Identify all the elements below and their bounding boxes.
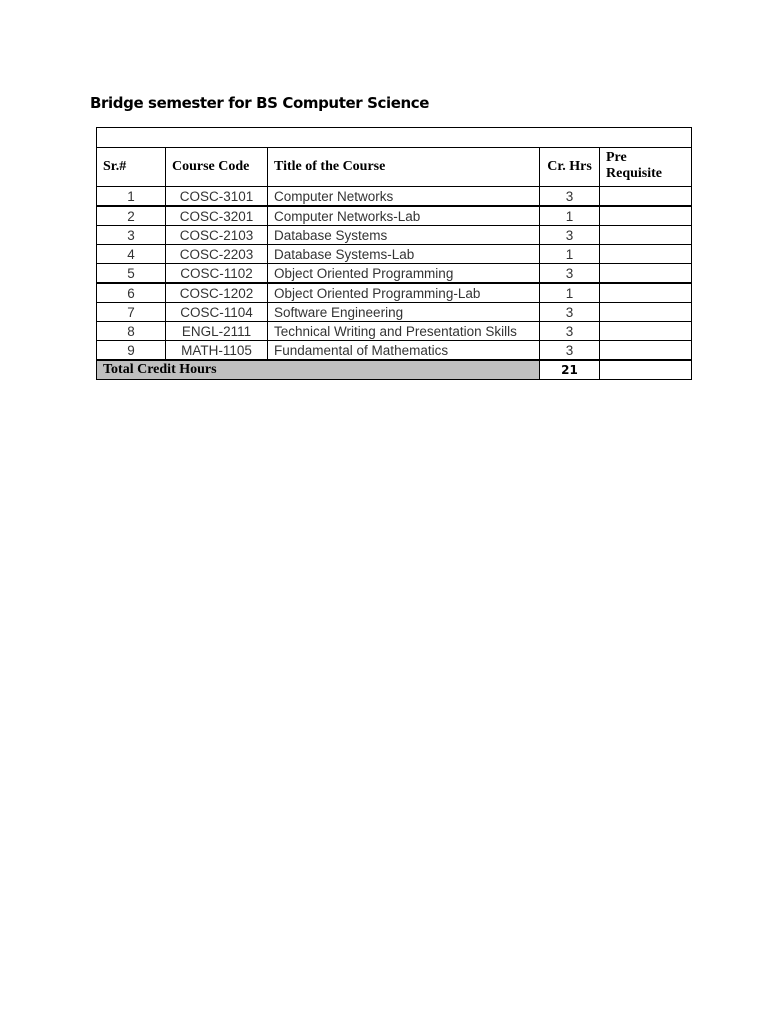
table-row <box>97 245 692 264</box>
cell-course-code: COSC-1202 <box>166 283 268 303</box>
header-credit-hours: Cr. Hrs <box>540 148 600 187</box>
cell-sr: 3 <box>97 226 166 245</box>
cell-course-code: ENGL-2111 <box>166 322 268 341</box>
table-blank-row <box>97 128 692 148</box>
cell-sr: 6 <box>97 283 166 303</box>
header-course-code: Course Code <box>166 148 268 187</box>
table-row <box>97 322 692 341</box>
cell-course-code: COSC-3201 <box>166 206 268 226</box>
cell-course-code: COSC-1102 <box>166 264 268 284</box>
table-row <box>97 264 692 284</box>
cell-sr: 5 <box>97 264 166 284</box>
cell-credit-hours: 3 <box>540 341 600 361</box>
header-pre-line1: Pre <box>606 150 627 165</box>
cell-course-title: Technical Writing and Presentation Skills <box>268 322 540 341</box>
cell-course-title: Computer Networks-Lab <box>268 206 540 226</box>
cell-sr: 7 <box>97 303 166 322</box>
cell-course-code: COSC-2103 <box>166 226 268 245</box>
table-row <box>97 283 692 303</box>
cell-course-title: Database Systems <box>268 226 540 245</box>
cell-prerequisite <box>600 283 692 303</box>
header-sr: Sr.# <box>97 148 166 187</box>
total-credit-hours-label: Total Credit Hours <box>97 360 540 380</box>
cell-course-title: Object Oriented Programming <box>268 264 540 284</box>
cell-sr: 1 <box>97 187 166 207</box>
cell-credit-hours: 1 <box>540 206 600 226</box>
header-pre-line2: Requisite <box>606 166 662 181</box>
cell-course-title: Software Engineering <box>268 303 540 322</box>
cell-sr: 9 <box>97 341 166 361</box>
total-credit-hours-value: 21 <box>540 360 600 380</box>
cell-course-title: Fundamental of Mathematics <box>268 341 540 361</box>
cell-credit-hours: 1 <box>540 283 600 303</box>
table-header-row <box>97 148 692 187</box>
course-table <box>96 127 692 380</box>
cell-course-title: Computer Networks <box>268 187 540 207</box>
cell-prerequisite <box>600 187 692 207</box>
cell-prerequisite <box>600 322 692 341</box>
cell-prerequisite <box>600 206 692 226</box>
header-course-title: Title of the Course <box>268 148 540 187</box>
table-row <box>97 226 692 245</box>
cell-credit-hours: 3 <box>540 303 600 322</box>
cell-course-code: COSC-2203 <box>166 245 268 264</box>
cell-course-code: MATH-1105 <box>166 341 268 361</box>
cell-prerequisite <box>600 341 692 361</box>
table-row <box>97 206 692 226</box>
document-title: Bridge semester for BS Computer Science <box>90 94 430 112</box>
table-row <box>97 341 692 361</box>
header-prerequisite <box>600 148 692 187</box>
table-row <box>97 187 692 207</box>
cell-course-title: Database Systems-Lab <box>268 245 540 264</box>
cell-course-code: COSC-1104 <box>166 303 268 322</box>
cell-credit-hours: 3 <box>540 187 600 207</box>
cell-course-title: Object Oriented Programming-Lab <box>268 283 540 303</box>
cell-sr: 8 <box>97 322 166 341</box>
cell-credit-hours: 3 <box>540 264 600 284</box>
cell-prerequisite <box>600 226 692 245</box>
total-prerequisite-cell <box>600 360 692 380</box>
cell-credit-hours: 3 <box>540 322 600 341</box>
cell-sr: 4 <box>97 245 166 264</box>
total-row <box>97 360 692 380</box>
cell-sr: 2 <box>97 206 166 226</box>
blank-cell <box>97 128 692 148</box>
cell-prerequisite <box>600 245 692 264</box>
cell-prerequisite <box>600 264 692 284</box>
cell-credit-hours: 1 <box>540 245 600 264</box>
cell-credit-hours: 3 <box>540 226 600 245</box>
cell-course-code: COSC-3101 <box>166 187 268 207</box>
cell-prerequisite <box>600 303 692 322</box>
table-row <box>97 303 692 322</box>
